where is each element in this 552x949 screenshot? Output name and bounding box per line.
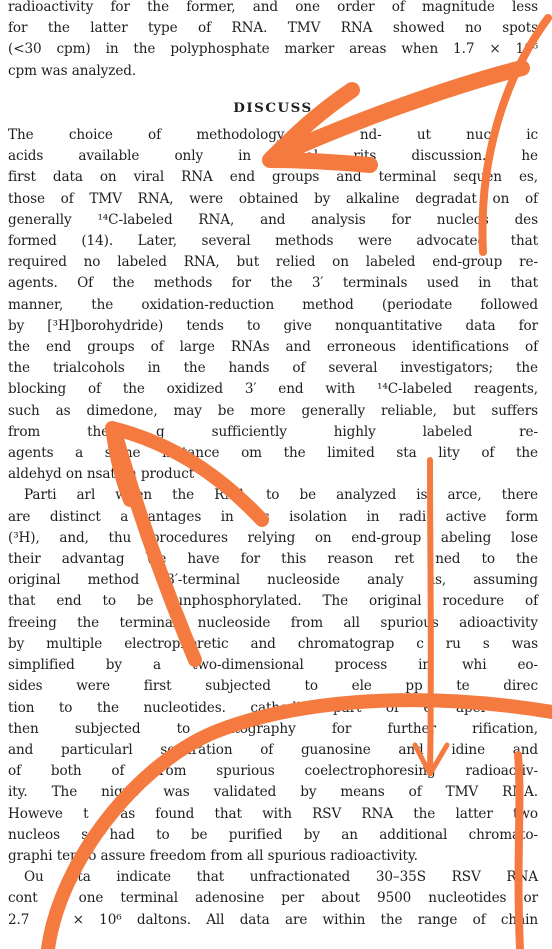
- text-line: Parti arl when the RNA to be analyzed is arce, there: [24, 487, 538, 504]
- text-line: such as dimedone, may be more generally reliable, but suffers: [8, 402, 538, 419]
- text-line: generally ¹⁴C-labeled RNA, and analysis for nucleos des: [8, 211, 538, 228]
- text-line: 2.7 .2 × 10⁶ daltons. All data are within the range of chain: [8, 911, 538, 928]
- text-line: (<30 cpm) in the polyphosphate marker areas when 1.7 × 10⁶: [8, 41, 538, 58]
- text-line: that end to be unphosphorylated. The original rocedure of: [8, 593, 538, 610]
- text-line: freeing the terminal nucleoside from all spurious adioactivity: [8, 614, 538, 631]
- text-line: then subjected to atography for further rification,: [8, 720, 538, 737]
- text-line: acids available only in smal rits discussion. he: [8, 148, 538, 165]
- text-line: graphi tep to assure freedom from all spurious radioactivity.: [8, 847, 418, 864]
- text-line: simplified by a two-dimensional process in whi eo-: [8, 657, 538, 674]
- paragraph-3: [8, 867, 538, 931]
- text-line: from the g sufficiently highly labeled re-: [8, 423, 538, 440]
- body-text: [8, 0, 538, 931]
- text-line: radioactivity for the former, and one order of magnitude less: [8, 0, 538, 15]
- text-line: by [³H]borohydride) tends to give nonquantitative data for: [8, 317, 538, 334]
- text-line: ity. The nique was validated by means of TMV RNA.: [8, 784, 538, 801]
- text-line: cpm was analyzed.: [8, 62, 137, 79]
- text-line: the trialcohols in the hands of several investigators; the: [8, 360, 538, 377]
- paragraph-2: [8, 485, 538, 867]
- text-line: and particularl separation of guanosine and idine and: [8, 741, 538, 758]
- section-heading: DISCUSS: [233, 99, 313, 116]
- text-line: those of TMV RNA, were obtained by alkaline degradat on of: [8, 190, 538, 207]
- paragraph-1: [8, 125, 538, 485]
- text-line: formed (14). Later, several methods were advocated that: [8, 233, 538, 250]
- text-line: by multiple electrophoretic and chromatograp c ru s was: [8, 635, 538, 652]
- text-line: original method 3′-terminal nucleoside analy is, assuming: [8, 572, 538, 589]
- text-line: the end groups of large RNAs and erroneous identifications of: [8, 339, 538, 356]
- text-line: manner, the oxidation-reduction method (periodate followed: [8, 296, 538, 313]
- text-line: cont s one terminal adenosine per about 9500 nucleotides or: [8, 890, 538, 907]
- text-line: blocking of the oxidized 3′ end with ¹⁴C-labeled reagents,: [8, 381, 538, 398]
- text-line: tion to the nucleotides. cathodic part of e aper was: [8, 699, 538, 716]
- text-line: agents a some instance om the limited sta lity of the: [8, 445, 538, 462]
- text-line: for the latter type of RNA. TMV RNA showed no spots: [8, 20, 538, 37]
- text-line: agents. Of the methods for the 3′ terminals used in that: [8, 275, 538, 292]
- text-line: Ou ata indicate that unfractionated 30–35S RSV RNA: [24, 869, 538, 886]
- text-line: their advantag We have for this reason ret ned to the: [8, 551, 538, 568]
- text-line: first data on viral RNA end groups and terminal sequen es,: [8, 169, 538, 186]
- text-line: are distinct a antages in its isolation in radi active form: [8, 508, 538, 525]
- text-line: The choice of methodology f nd- ut nuc ic: [8, 127, 538, 144]
- text-line: aldehyd on nsation product: [8, 466, 195, 483]
- text-line: (³H), and, thu procedures relying on end-group abeling lose: [8, 529, 538, 546]
- intro-block: [8, 0, 538, 82]
- text-line: sides were first subjected to ele pp te direc: [8, 678, 538, 695]
- text-line: of both of from spurious coelectrophoresing radioactiv-: [8, 763, 538, 780]
- text-line: Howeve t was found that with RSV RNA the latter two: [8, 805, 538, 822]
- text-line: required no labeled RNA, but relied on labeled end-group re-: [8, 254, 538, 271]
- text-line: nucleos s had to be purified by an additional chromato-: [8, 826, 538, 843]
